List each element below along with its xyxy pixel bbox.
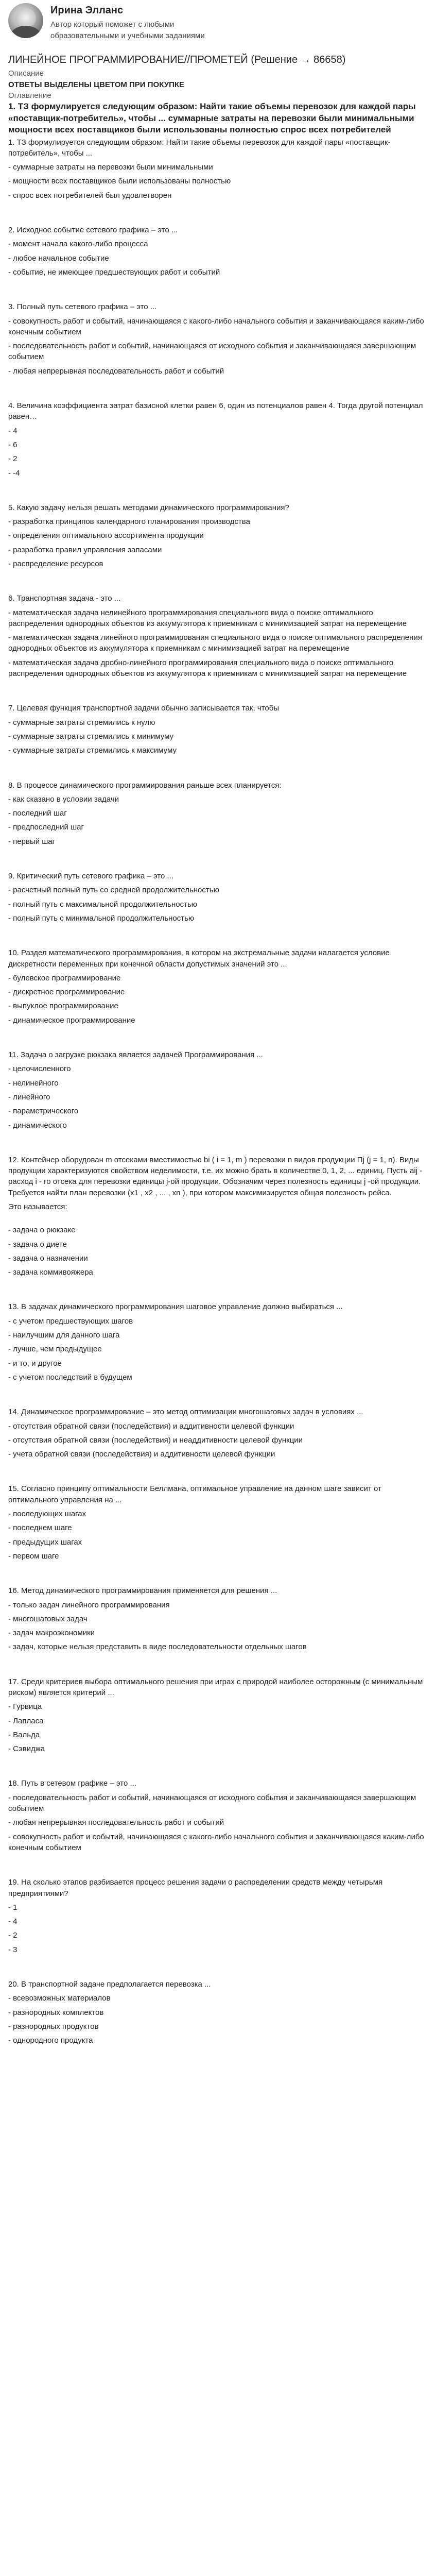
answer-option: - первом шаге bbox=[8, 1551, 59, 1561]
answer-option: - последовательность работ и событий, начинающаяся от исходного события и заканчивающаяся завершающим событием bbox=[8, 1793, 416, 1814]
question-block bbox=[8, 502, 425, 569]
answer-option: - первый шаг bbox=[8, 837, 56, 846]
answer-option: - предпоследний шаг bbox=[8, 823, 84, 832]
answer-option: - -4 bbox=[8, 468, 20, 478]
answer-option: - лучше, чем предыдущее bbox=[8, 1345, 102, 1354]
answer-option: - параметрического bbox=[8, 1107, 79, 1116]
answer-option: - 4 bbox=[8, 426, 18, 435]
answer-option: - спрос всех потребителей был удовлетворен bbox=[8, 191, 172, 200]
answer-option: - суммарные затраты стремились к нулю bbox=[8, 718, 155, 727]
answer-option: - полный путь с максимальной продолжительностью bbox=[8, 900, 198, 909]
question-text: 12. Контейнер оборудован m отсеками вместимостью bi ( i = 1, m ) перевозки n видов продукции Пj (j = 1, n). Виды продукции характеризуются свойством неделимости, т.е. их можно брать в количестве 0, 1, 2, ... единиц. Пусть aij - расход i - го отсека для перевозки единицы j-ой продукции. Обозначим через полезность единицы j -ой продукции. Требуется найти план перевозки (x1 , x2 , ... , xn ), при котором максимизируется общая полезность рейса. bbox=[8, 1155, 423, 1197]
answer-option: - суммарные затраты стремились к максимуму bbox=[8, 746, 177, 755]
question-text: 9. Критический путь сетевого графика – это ... bbox=[8, 872, 174, 881]
question-block bbox=[8, 1155, 425, 1278]
question-extra: Это называется: bbox=[8, 1202, 67, 1211]
answer-option: - отсутствия обратной связи (последействия) и неаддитивности целевой функции bbox=[8, 1435, 303, 1445]
question-text: 16. Метод динамического программирования применяется для решения ... bbox=[8, 1586, 277, 1596]
answer-option: - предыдущих шагах bbox=[8, 1537, 82, 1547]
question-block bbox=[8, 1979, 425, 2046]
question-block bbox=[8, 301, 425, 377]
answer-option: - 4 bbox=[8, 1917, 18, 1926]
answer-option: - совокупность работ и событий, начинающаяся с какого-либо начального события и заканчивающаяся каким-либо конечным событием bbox=[8, 316, 424, 336]
answer-option: - как сказано в условии задачи bbox=[8, 794, 119, 804]
answer-option: - момент начала какого-либо процесса bbox=[8, 240, 148, 249]
answer-option: - расчетный полный путь со средней продолжительностью bbox=[8, 886, 219, 895]
answer-option: - отсутствия обратной связи (последействия) и аддитивности целевой функции bbox=[8, 1421, 294, 1431]
answer-option: - последующих шагах bbox=[8, 1510, 86, 1519]
question-text: 3. Полный путь сетевого графика – это ... bbox=[8, 302, 157, 312]
answer-option: - многошаговых задач bbox=[8, 1614, 88, 1623]
answer-option: - событие, не имеющее предшествующих работ и событий bbox=[8, 267, 220, 277]
question-block bbox=[8, 780, 425, 847]
answer-option: - однородного продукта bbox=[8, 2036, 93, 2045]
question-text: 20. В транспортной задаче предполагается перевозка ... bbox=[8, 1980, 211, 1989]
answer-option: - Сэвиджа bbox=[8, 1744, 45, 1754]
answer-option: - задач, которые нельзя представить в виде последовательности отдельных шагов bbox=[8, 1642, 307, 1652]
answer-option: - только задач линейного программирования bbox=[8, 1600, 170, 1609]
answer-option: - и то, и другое bbox=[8, 1359, 62, 1368]
question-block bbox=[8, 1676, 425, 1755]
answer-option: - задача о назначении bbox=[8, 1253, 88, 1263]
answer-option: - задача о диете bbox=[8, 1240, 67, 1249]
answer-option: - определения оптимального ассортимента продукции bbox=[8, 531, 204, 540]
answer-option: - дискретное программирование bbox=[8, 988, 125, 997]
question-text: 6. Транспортная задача - это ... bbox=[8, 594, 121, 603]
answer-option: - разработка принципов календарного планирования производства bbox=[8, 517, 250, 527]
question-text: 7. Целевая функция транспортной задачи обычно записывается так, чтобы bbox=[8, 704, 280, 713]
author-name[interactable]: Ирина Элланс bbox=[50, 5, 124, 16]
answer-option: - совокупность работ и событий, начинающаяся с какого-либо начального события и заканчивающаяся каким-либо конечным событием bbox=[8, 1832, 424, 1852]
answer-option: - математическая задача нелинейного программирования специального вида о поиске оптимального распределения однородных объектов из аккумулятора к приемникам с минимизацией затрат на перемещение bbox=[8, 608, 407, 628]
question-text: 11. Задача о загрузке рюкзака является задачей Программирования ... bbox=[8, 1050, 263, 1060]
question-block bbox=[8, 137, 425, 201]
answer-option: - разнородных комплектов bbox=[8, 2008, 104, 2017]
questions-list bbox=[8, 137, 425, 2046]
question-text: 13. В задачах динамического программирования шаговое управление должно выбираться ... bbox=[8, 1302, 343, 1312]
question-text: 15. Согласно принципу оптимальности Беллмана, оптимальное управление на данном шаге зависит от оптимального управления на ... bbox=[8, 1484, 381, 1504]
answer-option: - любое начальное событие bbox=[8, 253, 109, 263]
answer-option: - мощности всех поставщиков были использованы полностью bbox=[8, 177, 231, 186]
avatar[interactable] bbox=[8, 3, 43, 38]
answer-option: - суммарные затраты стремились к минимуму bbox=[8, 732, 174, 741]
answer-option: - целочисленного bbox=[8, 1064, 71, 1074]
answer-option: - с учетом последствий в будущем bbox=[8, 1372, 132, 1382]
answer-option: - последовательность работ и событий, начинающаяся от исходного события и заканчивающаяся завершающим событием bbox=[8, 342, 416, 362]
answer-option: - Вальда bbox=[8, 1730, 40, 1739]
author-description: Автор который поможет с любыми образовательными и учебными заданиями bbox=[50, 20, 205, 40]
question-text: 10. Раздел математического программирования, в котором на экстремальные задачи налагается условие дискретности переменных при конечной области допустимых значений это ... bbox=[8, 948, 390, 969]
answer-option: - 6 bbox=[8, 440, 18, 449]
question-text: 19. На сколько этапов разбивается процесс решения задачи о распределении средств между четырьмя предприятиями? bbox=[8, 1878, 383, 1898]
question-block bbox=[8, 947, 425, 1026]
question-block bbox=[8, 1406, 425, 1460]
question-block bbox=[8, 871, 425, 924]
answer-option: - полный путь с минимальной продолжительностью bbox=[8, 913, 195, 923]
question-text: 14. Динамическое программирование – это метод оптимизации многошаговых задач в условиях ... bbox=[8, 1408, 363, 1417]
question-block bbox=[8, 1778, 425, 1853]
answer-option: - учета обратной связи (последействия) и аддитивности целевой функции bbox=[8, 1450, 275, 1459]
answer-option: - 2 bbox=[8, 454, 18, 464]
question-text: 18. Путь в сетевом графике – это ... bbox=[8, 1779, 136, 1788]
answer-option: - разработка правил управления запасами bbox=[8, 545, 162, 554]
answer-option: - динамическое программирование bbox=[8, 1015, 135, 1025]
answer-option: - последний шаг bbox=[8, 809, 67, 818]
answer-option: - Гурвица bbox=[8, 1702, 42, 1711]
answer-option: - динамического bbox=[8, 1121, 67, 1130]
answer-option: - задача о рюкзаке bbox=[8, 1226, 76, 1235]
answer-option: - 1 bbox=[8, 1903, 18, 1912]
answer-option: - любая непрерывная последовательность работ и событий bbox=[8, 366, 224, 376]
question-block bbox=[8, 1301, 425, 1383]
answer-option: - наилучшим для данного шага bbox=[8, 1331, 120, 1340]
answers-note: ОТВЕТЫ ВЫДЕЛЕНЫ ЦВЕТОМ ПРИ ПОКУПКЕ bbox=[8, 80, 185, 89]
answer-option: - нелинейного bbox=[8, 1078, 59, 1088]
answer-option: - разнородных продуктов bbox=[8, 2022, 99, 2031]
answer-option: - математическая задача дробно-линейного программирования специального вида о поиске оптимального распределения однородных объектов из аккумулятора к приемникам с минимизацией затрат на перемещение bbox=[8, 658, 407, 679]
toc-label: Оглавление bbox=[8, 91, 51, 100]
answer-option: - выпуклое программирование bbox=[8, 1002, 118, 1011]
toc-first-question: 1. ТЗ формулируется следующим образом: Найти такие объемы перевозок для каждой пары «поставщик-потребитель», чтобы ... суммарные затраты на перевозки были минимальными мощности всех поставщиков были использованы полностью спрос всех потребителей bbox=[8, 101, 416, 135]
answer-option: - булевское программирование bbox=[8, 973, 121, 982]
author-info bbox=[50, 3, 205, 41]
question-block bbox=[8, 400, 425, 479]
question-block bbox=[8, 1049, 425, 1131]
answer-option: - суммарные затраты на перевозки были минимальными bbox=[8, 163, 213, 172]
author-card bbox=[8, 3, 425, 41]
answer-option: - линейного bbox=[8, 1092, 50, 1101]
answer-option: - 3 bbox=[8, 1945, 18, 1954]
question-block bbox=[8, 225, 425, 278]
answer-option: - задач макроэкономики bbox=[8, 1629, 95, 1638]
answer-option: - 2 bbox=[8, 1931, 18, 1940]
answer-option: - любая непрерывная последовательность работ и событий bbox=[8, 1818, 224, 1827]
answer-option: - распределение ресурсов bbox=[8, 560, 103, 568]
document-title: ЛИНЕЙНОЕ ПРОГРАММИРОВАНИЕ//ПРОМЕТЕЙ (Решение → 86658) bbox=[8, 54, 346, 65]
answer-option: - с учетом предшествующих шагов bbox=[8, 1316, 133, 1326]
answer-option: - последнем шаге bbox=[8, 1523, 72, 1533]
answer-option: - математическая задача линейного программирования специального вида о поиске оптимального распределения однородных объектов из аккумулятора к приемникам с минимизацией затрат на перемещение bbox=[8, 633, 422, 653]
answer-option: - Лапласа bbox=[8, 1716, 44, 1725]
question-block bbox=[8, 703, 425, 756]
question-text: 5. Какую задачу нельзя решать методами динамического программирования? bbox=[8, 503, 289, 512]
answer-option: - задача коммивояжера bbox=[8, 1268, 93, 1277]
question-block bbox=[8, 1483, 425, 1562]
question-block bbox=[8, 1877, 425, 1955]
description-label: Описание bbox=[8, 69, 44, 78]
question-text: 17. Среди критериев выбора оптимального решения при играх с природой наиболее осторожным (с минимальным риском) является критерий ... bbox=[8, 1677, 423, 1697]
answer-option: - всевозможных материалов bbox=[8, 1994, 111, 2003]
question-text: 8. В процессе динамического программирования раньше всех планируется: bbox=[8, 781, 282, 790]
question-block bbox=[8, 593, 425, 679]
question-block bbox=[8, 1585, 425, 1652]
question-text: 1. ТЗ формулируется следующим образом: Найти такие объемы перевозок для каждой пары «поставщик-потребитель», чтобы ... bbox=[8, 138, 391, 158]
question-text: 4. Величина коэффициента затрат базисной клетки равен 6, один из потенциалов равен 4. Тогда другой потенциал равен… bbox=[8, 401, 423, 421]
question-text: 2. Исходное событие сетевого графика – это ... bbox=[8, 226, 178, 235]
